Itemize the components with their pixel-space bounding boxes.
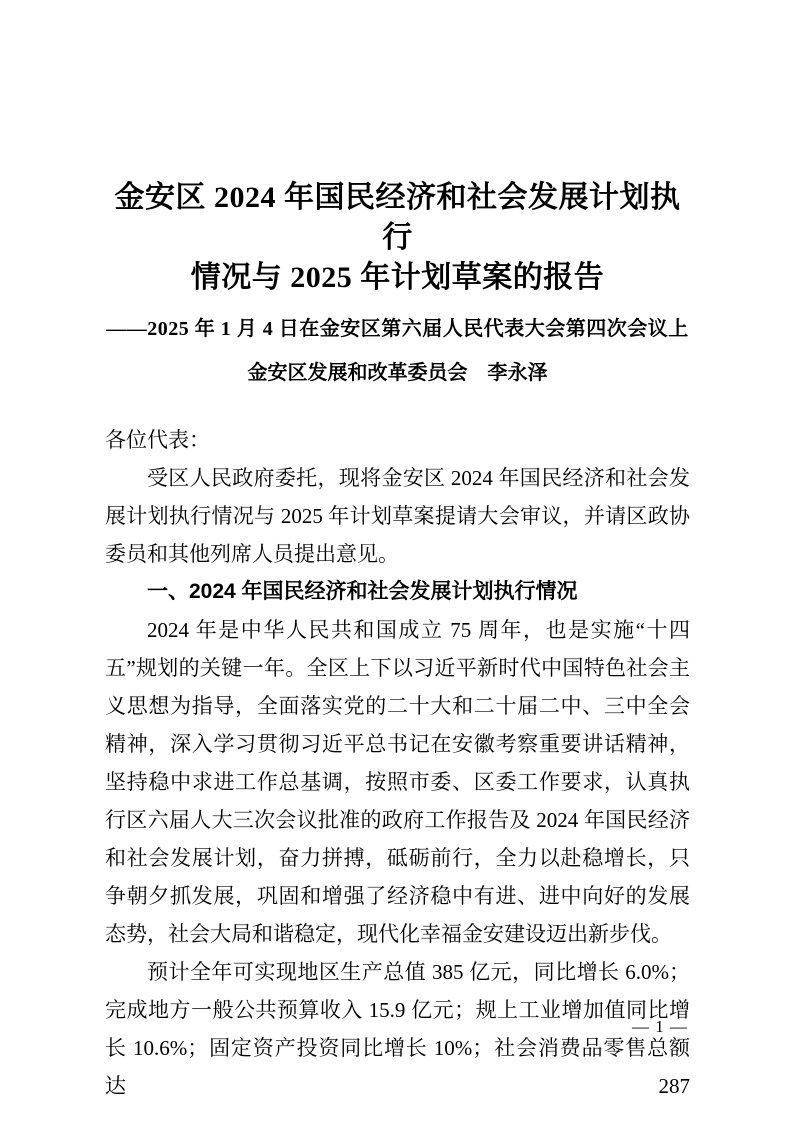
meeting-subtitle: ——2025 年 1 月 4 日在金安区第六届人民代表大会第四次会议上 [106, 318, 689, 340]
title-line-1: 金安区 2024 年国民经济和社会发展计划执行 [114, 181, 681, 254]
paragraph-intro: 受区人民政府委托，现将金安区 2024 年国民经济和社会发展计划执行情况与 2025 年计划草案提请大会审议，并请区政协委员和其他列席人员提出意见。 [105, 466, 690, 566]
author-byline: 金安区发展和改革委员会 李永泽 [247, 362, 548, 384]
document-body [105, 421, 690, 1105]
section-heading-1: 一、2024 年国民经济和社会发展计划执行情况 [147, 580, 578, 603]
paragraph-overview: 2024 年是中华人民共和国成立 75 周年，也是实施“十四五”规划的关键一年。全区上下以习近平新时代中国特色社会主义思想为指导，全面落实党的二十大和二十届二中、三中全会精神，深入学习贯彻习近平总书记在安徽考察重要讲话精神，坚持稳中求进工作总基调，按照市委、区委工作要求，认真执行区六届人大三次会议批准的政府工作报告及 2024 年国民经济和社会发展计划，奋力拼搏，砥砺前行，全力以赴稳增长，只争朝夕抓发展，巩固和增强了经济稳中有进、进中向好的发展态势，社会大局和谐稳定，现代化幸福金安建设迈出新步伐。 [105, 618, 690, 946]
paragraph-indicators: 预计全年可实现地区生产总值 385 亿元，同比增长 6.0%；完成地方一般公共预算收入 15.9 亿元；规上工业增加值同比增长 10.6%；固定资产投资同比增长 10%；社会消费品零售总额达 287 [105, 960, 690, 1098]
document-content [105, 178, 690, 1105]
salutation: 各位代表： [105, 428, 210, 452]
document-title [105, 178, 690, 298]
page-number: — 1 — [632, 1017, 688, 1036]
title-line-2: 情况与 2025 年计划草案的报告 [190, 261, 605, 294]
